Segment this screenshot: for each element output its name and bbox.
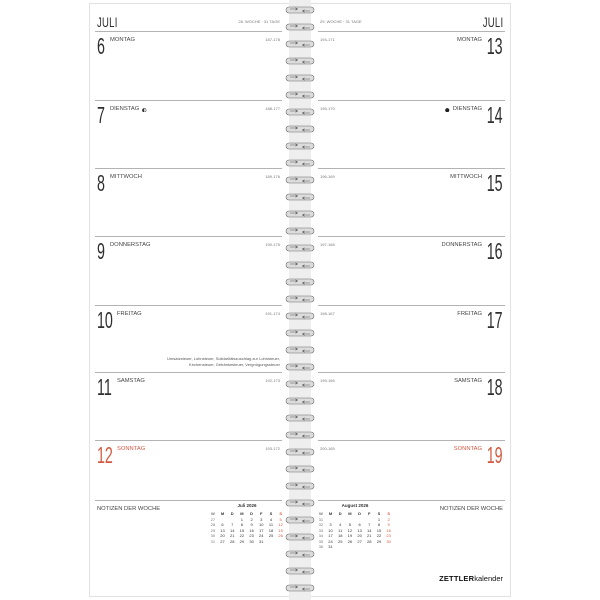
day-number: 19 — [487, 442, 503, 468]
spiral-ring — [286, 143, 314, 149]
mini-calendar-day — [355, 544, 365, 550]
mini-calendar-july — [208, 503, 286, 544]
mini-calendar-week-number: 31 — [210, 538, 216, 544]
day-row-thursday — [95, 236, 282, 305]
day-row-thursday — [318, 236, 505, 305]
day-name — [110, 243, 150, 249]
mini-calendar-day: 15 — [239, 527, 245, 533]
day-row-saturday — [95, 372, 282, 440]
mini-calendar-week-number: 34 — [318, 533, 324, 538]
mini-calendar-weekday-header: D — [230, 511, 234, 516]
mini-calendar-weekday-header: M — [328, 511, 333, 516]
last-quarter-moon-icon — [142, 108, 147, 113]
mini-calendar-day: 9 — [250, 522, 253, 527]
mini-calendar-day: 29 — [239, 538, 245, 544]
day-number: 11 — [97, 374, 112, 400]
mini-calendar-day: 31 — [328, 544, 333, 549]
day-number: 6 — [97, 33, 105, 59]
mini-calendar-day: 4 — [269, 516, 273, 522]
mini-calendar-day: 30 — [249, 538, 254, 544]
mini-calendar-day: 27 — [220, 538, 225, 544]
mini-calendar-day — [345, 544, 355, 550]
notes-label: NOTIZEN DER WOCHE — [439, 506, 503, 512]
tax-note-line: Umsatzsteuer, Lohnsteuer, Solidaritätszuschlag zur Lohnsteuer, — [167, 356, 280, 361]
mini-calendar-day: 23 — [249, 533, 254, 538]
day-number: 16 — [487, 238, 503, 264]
mini-calendar-day: 18 — [268, 527, 274, 533]
spiral-ring — [286, 126, 314, 132]
mini-calendar-day: 15 — [376, 527, 382, 533]
day-row-friday — [318, 305, 505, 372]
mini-calendar-day: 9 — [387, 522, 390, 527]
mini-calendar-day: 7 — [368, 522, 371, 527]
day-row-friday — [95, 305, 282, 372]
day-number: 18 — [487, 374, 503, 400]
mini-calendar-day: 5 — [348, 522, 352, 527]
mini-calendar-day: 31 — [259, 538, 264, 544]
day-row-wednesday — [318, 168, 505, 236]
mini-calendar-day: 20 — [357, 533, 362, 538]
day-name — [110, 107, 147, 113]
day-number: 8 — [97, 170, 105, 196]
new-moon-icon — [445, 108, 450, 113]
brand-logo — [439, 575, 503, 583]
day-of-year: 190-175 — [265, 242, 280, 247]
mini-calendar-day: 19 — [347, 533, 353, 538]
day-name-label: MITTWOCH — [110, 174, 142, 180]
mini-calendar-day: 27 — [357, 538, 362, 544]
week-info: 28. WOCHE · 31 TAGE — [238, 19, 280, 24]
spiral-ring — [286, 75, 314, 81]
spiral-ring — [286, 160, 314, 166]
spiral-ring — [286, 432, 314, 438]
day-row-monday — [95, 31, 282, 100]
mini-calendar-day — [335, 544, 345, 550]
day-number: 13 — [487, 33, 503, 59]
tax-note-line: Kirchensteuer, Getränkesteuer, Vergnügungssteuer — [189, 361, 280, 367]
mini-calendar-week-number: 35 — [318, 538, 324, 544]
mini-calendar-day: 24 — [259, 533, 264, 538]
mini-calendar-day: 26 — [347, 538, 353, 544]
spiral-ring — [286, 364, 314, 370]
mini-calendar-day: 3 — [260, 516, 263, 522]
mini-calendar-day — [276, 539, 286, 545]
spiral-ring — [286, 466, 314, 472]
mini-calendar-day: 13 — [220, 527, 225, 533]
day-number: 10 — [97, 307, 113, 333]
mini-calendar-day: 29 — [376, 538, 382, 544]
mini-calendar-week-header: W — [318, 511, 323, 516]
day-name-label: FREITAG — [117, 311, 142, 317]
spiral-ring — [286, 262, 314, 268]
mini-calendar-week-number: 36 — [318, 544, 324, 549]
mini-calendar-day: 19 — [278, 527, 283, 533]
tax-deadline-note — [167, 356, 280, 367]
spiral-ring — [286, 483, 314, 489]
mini-calendar-weekday-header: D — [250, 511, 254, 516]
mini-calendar-weekday-header: S — [279, 511, 282, 516]
mini-calendar-day: 3 — [329, 522, 332, 527]
mini-calendar-day: 6 — [358, 522, 361, 527]
spiral-ring — [286, 551, 314, 557]
mini-calendar-weekday-header: F — [368, 511, 371, 516]
day-name-label: SONNTAG — [117, 446, 146, 452]
mini-calendar-day: 16 — [386, 527, 391, 533]
mini-calendar-day: 25 — [337, 538, 343, 544]
mini-calendar-day — [384, 544, 394, 550]
mini-calendar-day: 6 — [221, 522, 224, 527]
day-of-year: 194-171 — [320, 37, 335, 42]
day-name-label: SONNTAG — [453, 446, 482, 452]
day-of-year: 198-167 — [320, 311, 335, 316]
mini-calendar-day: 16 — [249, 527, 254, 533]
notes-label: NOTIZEN DER WOCHE — [97, 506, 161, 512]
mini-calendar-week-number: 27 — [210, 516, 216, 522]
mini-calendar-day: 1 — [240, 516, 244, 522]
day-of-year: 188-177 — [265, 106, 280, 111]
spiral-ring — [286, 228, 314, 234]
mini-calendar-weekday-header: S — [377, 511, 381, 516]
mini-calendar-day: 11 — [338, 527, 343, 533]
mini-calendar-day: 23 — [386, 533, 391, 538]
spiral-ring — [286, 279, 314, 285]
mini-calendar-week-number: 31 — [318, 516, 324, 522]
mini-calendar-weekday-header: M — [220, 511, 225, 516]
mini-calendar-day: 10 — [259, 522, 264, 527]
day-of-year: 199-166 — [320, 378, 335, 383]
mini-calendar-day: 17 — [328, 533, 333, 538]
mini-calendar-day: 8 — [377, 522, 381, 527]
spiral-ring — [286, 24, 314, 30]
spiral-ring — [286, 585, 314, 591]
spiral-ring — [286, 245, 314, 251]
day-name-label: DIENSTAG — [110, 106, 140, 112]
brand-name-bold: ZETTLER — [439, 574, 475, 583]
mini-calendar-weekday-header: M — [348, 511, 352, 516]
mini-calendar-day: 20 — [220, 533, 225, 538]
spiral-ring — [286, 449, 314, 455]
spiral-ring — [286, 58, 314, 64]
day-name-label: MONTAG — [456, 37, 482, 43]
day-name — [457, 38, 482, 44]
day-name — [117, 379, 145, 385]
spiral-ring — [286, 330, 314, 336]
mini-calendar-august — [316, 503, 394, 550]
spiral-ring — [286, 381, 314, 387]
day-name-label: MITTWOCH — [450, 174, 482, 180]
mini-calendar-day: 11 — [268, 522, 274, 527]
day-row-monday — [318, 31, 505, 100]
day-row-wednesday — [95, 168, 282, 236]
mini-calendar-day: 2 — [250, 516, 253, 522]
day-row-tuesday — [95, 100, 282, 168]
day-name-label: MONTAG — [110, 37, 136, 43]
mini-calendar-weekday-header: D — [358, 511, 362, 516]
mini-calendar-day: 30 — [386, 538, 391, 544]
mini-calendar-day: 8 — [240, 522, 244, 527]
mini-calendar-day — [374, 544, 384, 550]
day-row-tuesday — [318, 100, 505, 168]
mini-calendar-week-number: 32 — [318, 522, 324, 527]
mini-calendar-weekday-header: D — [338, 511, 342, 516]
spiral-ring — [286, 7, 314, 13]
day-of-year: 200-165 — [320, 446, 335, 451]
mini-calendar-day: 22 — [376, 533, 382, 538]
mini-calendar-day: 13 — [357, 527, 362, 533]
spiral-ring — [286, 534, 314, 540]
mini-calendar-weekday-header: S — [269, 511, 273, 516]
day-number: 15 — [487, 170, 503, 196]
spiral-ring — [286, 296, 314, 302]
mini-calendar-title: August 2026 — [341, 503, 369, 508]
mini-calendar-day: 22 — [239, 533, 245, 538]
mini-calendar-weekday-header: M — [240, 511, 244, 516]
day-row-sunday — [318, 440, 505, 500]
day-name-label: SAMSTAG — [454, 378, 482, 384]
week-info: 29. WOCHE · 31 TAGE — [320, 19, 362, 24]
day-name — [457, 312, 482, 318]
spiral-ring — [286, 41, 314, 47]
spiral-binding — [282, 0, 318, 600]
mini-calendar-grid — [316, 511, 394, 550]
day-name — [117, 447, 145, 453]
day-name — [445, 107, 482, 113]
day-name — [117, 312, 142, 318]
mini-calendar-day: 18 — [337, 533, 343, 538]
spiral-ring — [286, 568, 314, 574]
mini-calendar-day: 28 — [367, 538, 372, 544]
day-of-year: 195-170 — [320, 106, 335, 111]
mini-calendar-day: 17 — [259, 527, 264, 533]
mini-calendar-day: 24 — [328, 538, 333, 544]
mini-calendar-weekday-header: S — [387, 511, 390, 516]
day-name — [442, 243, 482, 249]
mini-calendar-day: 14 — [229, 527, 235, 533]
day-number: 14 — [487, 102, 503, 128]
day-of-year: 187-178 — [265, 37, 280, 42]
day-row-sunday — [95, 440, 282, 500]
day-of-year: 196-169 — [320, 174, 335, 179]
mini-calendar-week-number: 33 — [318, 527, 324, 533]
day-name-label: FREITAG — [457, 311, 482, 317]
mini-calendar-title: Juli 2026 — [237, 503, 257, 508]
day-number: 12 — [97, 442, 113, 468]
spiral-ring — [286, 211, 314, 217]
month-title: JULI — [97, 14, 118, 30]
mini-calendar-day: 21 — [229, 533, 235, 538]
day-number: 17 — [487, 307, 503, 333]
day-name-label: DONNERSTAG — [110, 242, 151, 248]
spiral-ring — [286, 194, 314, 200]
day-number: 7 — [97, 102, 105, 128]
day-of-year: 193-172 — [265, 446, 280, 451]
spiral-ring — [286, 415, 314, 421]
day-number: 9 — [97, 238, 105, 264]
mini-calendar-day: 5 — [279, 516, 282, 522]
day-of-year: 192-173 — [265, 378, 280, 383]
mini-calendar-day — [364, 544, 374, 550]
day-row-saturday — [318, 372, 505, 440]
spiral-ring — [286, 313, 314, 319]
mini-calendar-week-number: 28 — [210, 522, 216, 527]
mini-calendar-day: 26 — [278, 533, 283, 538]
spiral-ring — [286, 517, 314, 523]
day-name-label: SAMSTAG — [117, 378, 145, 384]
mini-calendar-day — [266, 539, 276, 545]
spiral-ring — [286, 92, 314, 98]
day-of-year: 191-174 — [265, 311, 280, 316]
mini-calendar-day: 4 — [339, 522, 342, 527]
mini-calendar-day: 12 — [278, 522, 283, 527]
mini-calendar-day: 25 — [268, 533, 274, 538]
day-of-year: 197-168 — [320, 242, 335, 247]
day-of-year: 189-176 — [265, 174, 280, 179]
day-name — [454, 379, 482, 385]
mini-calendar-day: 1 — [377, 516, 381, 522]
day-name — [110, 175, 142, 181]
day-name-label: DONNERSTAG — [441, 242, 482, 248]
mini-calendar-day: 28 — [229, 538, 235, 544]
spiral-ring — [286, 398, 314, 404]
mini-calendar-day: 2 — [387, 516, 390, 522]
mini-calendar-day: 12 — [347, 527, 353, 533]
mini-calendar-week-number: 30 — [210, 533, 216, 538]
spiral-ring — [286, 109, 314, 115]
day-name — [454, 447, 482, 453]
mini-calendar-grid — [208, 511, 286, 544]
mini-calendar-week-header: W — [210, 511, 215, 516]
day-name — [110, 38, 135, 44]
mini-calendar-day: 21 — [367, 533, 372, 538]
mini-calendar-day: 14 — [367, 527, 372, 533]
spiral-ring — [286, 500, 314, 506]
mini-calendar-day: 7 — [231, 522, 234, 527]
mini-calendar-week-number: 29 — [210, 527, 216, 533]
spiral-ring — [286, 177, 314, 183]
brand-name-regular: kalender — [474, 574, 503, 583]
day-name — [450, 175, 482, 181]
spiral-ring — [286, 347, 314, 353]
month-title: JULI — [482, 14, 503, 30]
mini-calendar-weekday-header: F — [260, 511, 263, 516]
mini-calendar-day: 10 — [328, 527, 333, 533]
day-name-label: DIENSTAG — [452, 106, 482, 112]
